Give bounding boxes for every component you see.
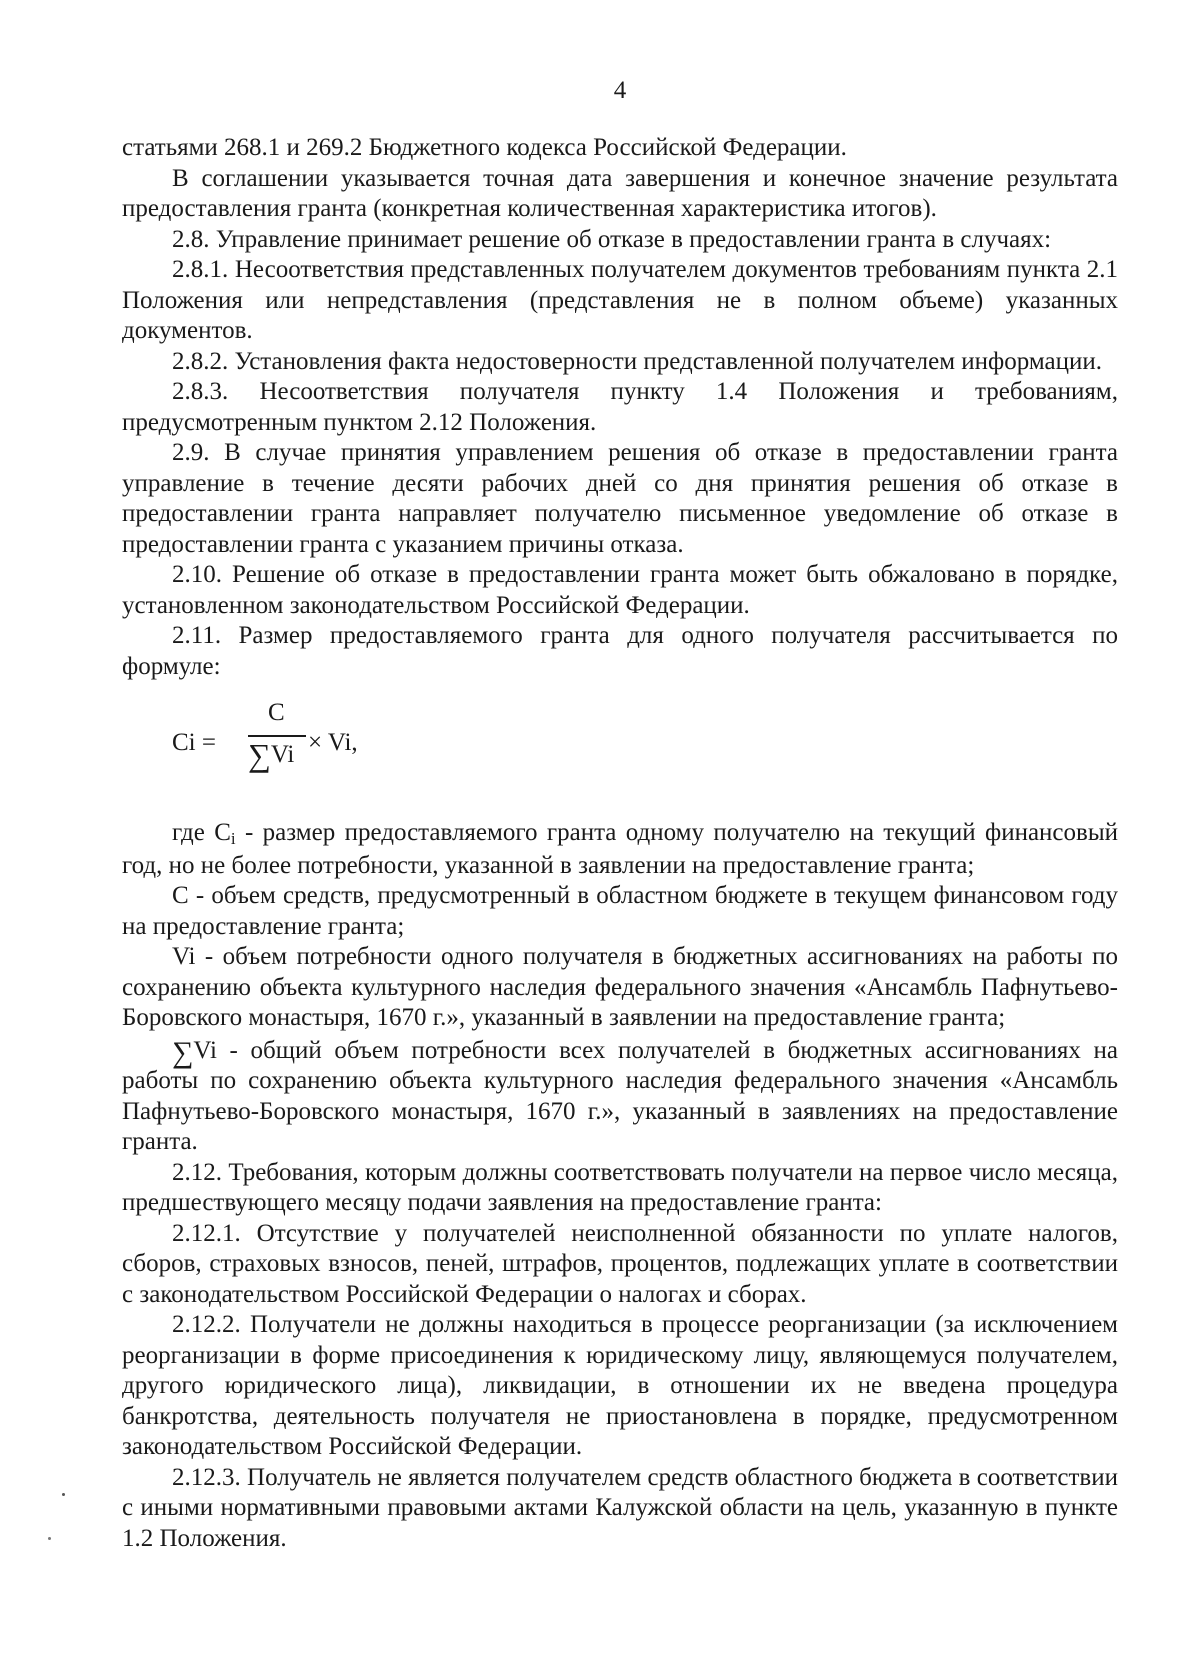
subscript-i: i bbox=[230, 829, 236, 848]
paragraph: Vi - объем потребности одного получателя в бюджетных ассигнованиях на работы по сохранению объекта культурного наследия федерального значения «Ансамбль Пафнутьево-Боровского монастыря, 1670 г.», указанный в заявлении на предоставление гранта; bbox=[122, 943, 1118, 1031]
sum-rest: - общий объем потребности всех получателей в бюджетных ассигнованиях на работы по сохранению объекта культурного наследия федерального значения «Ансамбль Пафнутьево-Боровского монастыря, 1670 г.», указанный в заявлениях на предоставление гранта. bbox=[122, 1036, 1118, 1155]
document-body bbox=[122, 133, 1118, 1554]
denominator-var: Vi bbox=[270, 741, 295, 768]
formula-lhs: Ci = bbox=[172, 729, 216, 756]
grant-formula bbox=[172, 688, 1118, 818]
formula-denominator bbox=[248, 736, 294, 771]
paragraph: В соглашении указывается точная дата завершения и конечное значение результата предоставления гранта (конкретная количественная характеристика итогов). bbox=[122, 164, 1118, 222]
paragraph: 2.8.2. Установления факта недостоверности представленной получателем информации. bbox=[172, 347, 1102, 375]
where-prefix: где C bbox=[172, 819, 231, 846]
formula-rhs: × Vi, bbox=[308, 729, 358, 756]
formula-numerator: C bbox=[268, 699, 285, 726]
paragraph: 2.12.3. Получатель не является получателем средств областного бюджета в соответствии с иными нормативными правовыми актами Калужской области на цель, указанную в пункте 1.2 Положения. bbox=[122, 1463, 1118, 1552]
paragraph: 2.8. Управление принимает решение об отказе в предоставлении гранта в случаях: bbox=[172, 225, 1052, 253]
paragraph: статьями 268.1 и 269.2 Бюджетного кодекса Российской Федерации. bbox=[122, 134, 847, 161]
sum-var: Vi bbox=[193, 1036, 217, 1064]
where-rest: - размер предоставляемого гранта одному получателю на текущий финансовый год, но не более потребности, указанной в заявлении на предоставление гранта; bbox=[122, 819, 1118, 879]
sigma-symbol: ∑ bbox=[248, 737, 271, 773]
paragraph: 2.10. Решение об отказе в предоставлении гранта может быть обжаловано в порядке, установленном законодательством Российской Федерации. bbox=[122, 561, 1118, 619]
paragraph: 2.9. В случае принятия управлением решения об отказе в предоставлении гранта управление в течение десяти рабочих дней со дня принятия решения об отказе в предоставлении гранта направляет получателю письменное уведомление об отказе в предоставлении гранта с указанием причины отказа. bbox=[122, 439, 1118, 558]
paragraph bbox=[122, 1034, 1118, 1158]
paragraph: 2.8.1. Несоответствия представленных получателем документов требованиям пункта 2.1 Положения или непредставления (представления не в полном объеме) указанных документов. bbox=[122, 256, 1118, 344]
sum-symbol: ∑ bbox=[172, 1035, 194, 1069]
paragraph: 2.8.3. Несоответствия получателя пункту 1.4 Положения и требованиям, предусмотренным пунктом 2.12 Положения. bbox=[122, 378, 1118, 436]
paragraph bbox=[122, 818, 1118, 881]
paragraph: 2.11. Размер предоставляемого гранта для одного получателя рассчитывается по формуле: bbox=[122, 622, 1118, 680]
page-number: 4 bbox=[613, 77, 627, 104]
scan-speck bbox=[62, 1493, 65, 1496]
scan-speck bbox=[48, 1537, 51, 1540]
paragraph: 2.12.1. Отсутствие у получателей неисполненной обязанности по уплате налогов, сборов, страховых взносов, пеней, штрафов, процентов, подлежащих уплате в соответствии с законодательством Российской Федерации о налогах и сборах. bbox=[122, 1219, 1118, 1308]
paragraph: 2.12.2. Получатели не должны находиться в процессе реорганизации (за исключением реорганизации в форме присоединения к юридическому лицу, являющемуся получателем, другого юридического лица), ликвидации, в отношении их не введена процедура банкротства, деятельность получателя не приостановлена в порядке, предусмотренном законодательством Российской Федерации. bbox=[122, 1311, 1118, 1460]
paragraph: С - объем средств, предусмотренный в областном бюджете в текущем финансовом году на предоставление гранта; bbox=[122, 882, 1118, 940]
paragraph: 2.12. Требования, которым должны соответствовать получатели на первое число месяца, предшествующего месяцу подачи заявления на предоставление гранта: bbox=[122, 1158, 1118, 1216]
